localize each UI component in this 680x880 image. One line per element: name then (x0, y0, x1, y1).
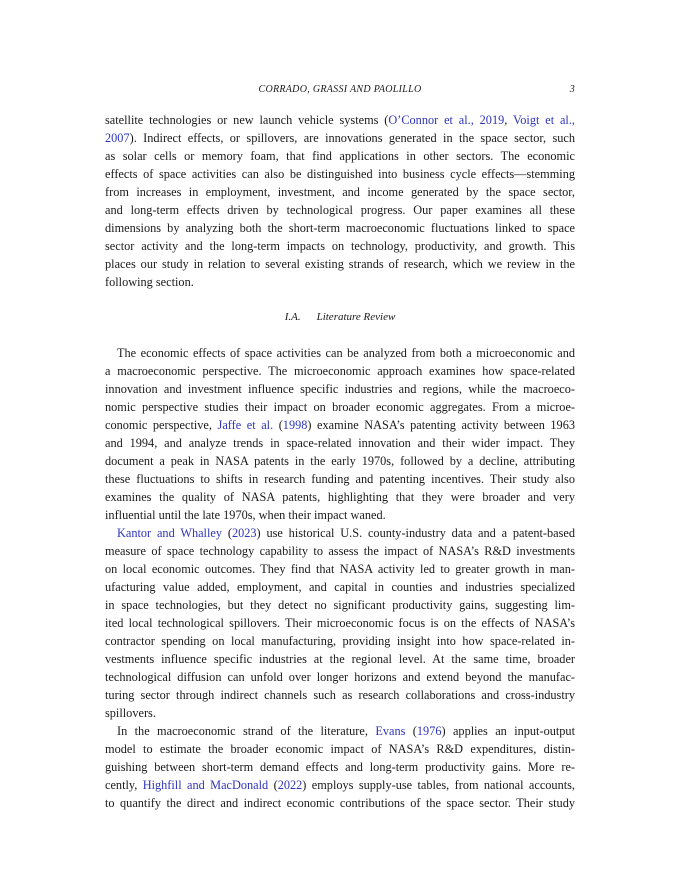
text-line: measure of space technology capability to assess the impact of NASA’s R&D investments (105, 544, 575, 558)
text-line: In the macroeconomic strand of the literature, Evans (1976) applies an input-output (117, 724, 575, 738)
text-line: effects of space activities can also be distinguished into business cycle effects—stemming (105, 167, 575, 181)
text-line: influential until the late 1970s, when their impact waned. (105, 508, 386, 522)
citation-link[interactable]: O’Connor et al., 2019 (388, 113, 505, 127)
section-number: I.A. (284, 311, 301, 323)
text-line: model to estimate the broader economic impact of NASA’s R&D expenditures, distin- (105, 742, 575, 756)
citation-link[interactable]: 1998 (282, 418, 308, 432)
section-heading (105, 311, 575, 323)
text-line: and long-term effects driven by technological progress. Our paper examines all these (105, 203, 575, 217)
text-line: on local economic outcomes. They find that NASA activity led to greater growth in man- (105, 562, 575, 576)
text-line: The economic effects of space activities can be analyzed from both a microeconomic and (117, 346, 575, 360)
citation-link[interactable]: 2022 (277, 778, 303, 792)
citation-link[interactable]: 1976 (416, 724, 442, 738)
citation-link[interactable]: 2023 (231, 526, 257, 540)
text-line: vestments influence specific industries at the regional level. At the same time, broader (105, 652, 575, 666)
citation-link[interactable]: Evans (375, 724, 406, 738)
text-line: satellite technologies or new launch vehicle systems (O’Connor et al., 2019, Voigt et al., (105, 113, 575, 127)
text-line: and 1994, and analyze trends in space-related innovation and their wider impact. They (105, 436, 575, 450)
text-line: dimensions by analyzing both the short-term macroeconomic fluctuations linked to space (105, 221, 575, 235)
citation-link[interactable]: Jaffe et al. (217, 418, 274, 432)
text-line: contractor spending on local manufacturing, providing insight into how space-related in- (105, 634, 575, 648)
text-line: examines the quality of NASA patents, highlighting that they were broader and very (105, 490, 575, 504)
text-line: Kantor and Whalley (2023) use historical U.S. county-industry data and a patent-based (117, 526, 575, 540)
text-line: conomic perspective, Jaffe et al. (1998) examine NASA’s patenting activity between 1963 (105, 418, 575, 432)
text-line: 2007). Indirect effects, or spillovers, are innovations generated in the space sector, such (105, 131, 575, 145)
text-line: in space technologies, but they detect no significant productivity gains, suggesting lim- (105, 598, 575, 612)
text-line: nomic perspective studies their impact on broader economic aggregates. From a microe- (105, 400, 575, 414)
text-line: from increases in employment, investment, and income generated by the space sector, (105, 185, 575, 199)
running-title: CORRADO, GRASSI AND PAOLILLO (258, 84, 422, 95)
text-line: a macroeconomic perspective. The microeconomic approach examines how space-related (105, 364, 575, 378)
citation-link[interactable]: Voigt et al., (512, 113, 575, 127)
text-line: spillovers. (105, 706, 156, 720)
text-line: document a peak in NASA patents in the early 1970s, followed by a decline, attributing (105, 454, 575, 468)
text-line: innovation and investment influence specific industries and regions, while the macroeco- (105, 382, 575, 396)
citation-link[interactable]: 2007 (105, 131, 130, 145)
text-line: ufacturing value added, employment, and capital in counties and industries specialized (105, 580, 575, 594)
text-line: guishing between short-term demand effects and long-term productivity gains. More re- (105, 760, 575, 774)
text-line: cently, Highfill and MacDonald (2022) employs supply-use tables, from national accounts, (105, 778, 575, 792)
page-number: 3 (569, 84, 575, 95)
text-line: sector activity and the long-term impacts on technology, productivity, and growth. This (105, 239, 575, 253)
running-head (105, 84, 575, 98)
text-line: as solar cells or memory foam, that find applications in other sectors. The economic (105, 149, 575, 163)
text-line: following section. (105, 275, 194, 289)
citation-link[interactable]: Highfill and MacDonald (142, 778, 269, 792)
citation-link[interactable]: Kantor and Whalley (117, 526, 222, 540)
text-line: places our study in relation to several existing strands of research, which we review in the (105, 257, 575, 271)
text-line: technological diffusion can unfold over longer horizons and extend beyond the manufac- (105, 670, 575, 684)
text-line: these fluctuations to shifts in research funding and patenting incentives. Their study also (105, 472, 575, 486)
text-line: ited local technological spillovers. Their microeconomic focus is on the effects of NASA’s (105, 616, 575, 630)
text-line: turing sector through indirect channels such as research collaborations and cross-industry (105, 688, 575, 702)
section-title: Literature Review (316, 311, 396, 323)
text-line: to quantify the direct and indirect economic contributions of the space sector. Their study (105, 796, 575, 810)
